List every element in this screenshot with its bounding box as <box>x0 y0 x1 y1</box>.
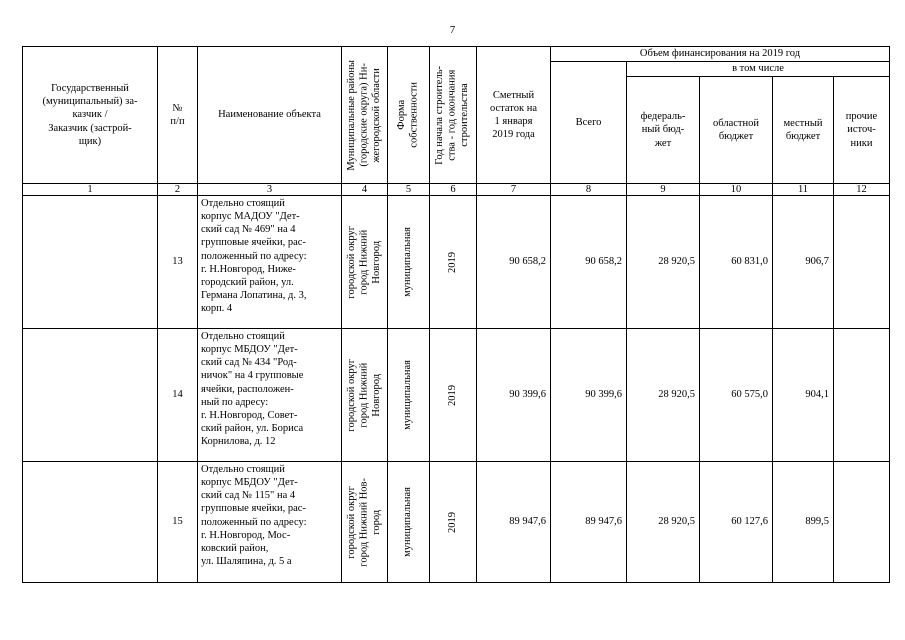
row-federal: 28 920,5 <box>627 329 700 462</box>
row-ownership: муниципальная <box>402 360 414 430</box>
table-row <box>23 462 890 583</box>
row-district-cell <box>342 196 388 329</box>
header-estimate-balance: Сметный остаток на 1 января 2019 года <box>477 47 551 184</box>
column-number: 5 <box>388 184 430 196</box>
row-local: 906,7 <box>773 196 834 329</box>
column-number-row <box>23 184 890 196</box>
funding-table <box>22 46 890 583</box>
row-ownership: муниципальная <box>402 227 414 297</box>
row-years-cell <box>430 196 477 329</box>
row-other <box>834 462 890 583</box>
header-ownership-cell <box>388 47 430 184</box>
column-number: 3 <box>198 184 342 196</box>
header-districts: Муниципальные районы (городские округа) Ни- жегородской области <box>345 59 382 171</box>
row-ownership-cell <box>388 329 430 462</box>
column-number: 1 <box>23 184 158 196</box>
header-federal: федераль- ный бюд- жет <box>627 77 700 184</box>
header-other: прочие источ- ники <box>834 77 890 184</box>
column-number: 10 <box>700 184 773 196</box>
column-number: 4 <box>342 184 388 196</box>
table-row <box>23 329 890 462</box>
row-federal: 28 920,5 <box>627 196 700 329</box>
column-number: 11 <box>773 184 834 196</box>
row-other <box>834 329 890 462</box>
row-ownership-cell <box>388 196 430 329</box>
row-number: 14 <box>158 329 198 462</box>
header-years-cell <box>430 47 477 184</box>
column-number: 12 <box>834 184 890 196</box>
page-number: 7 <box>449 24 456 36</box>
header-number: № п/п <box>158 47 198 184</box>
row-years-cell <box>430 462 477 583</box>
header-regional: областной бюджет <box>700 77 773 184</box>
row-regional: 60 831,0 <box>700 196 773 329</box>
row-regional: 60 127,6 <box>700 462 773 583</box>
row-district: городской округ город Нижний Новгород <box>345 358 382 432</box>
row-total: 89 947,6 <box>551 462 627 583</box>
row-federal: 28 920,5 <box>627 462 700 583</box>
row-total: 90 399,6 <box>551 329 627 462</box>
row-years-cell <box>430 329 477 462</box>
row-estimate: 89 947,6 <box>477 462 551 583</box>
row-district-cell <box>342 329 388 462</box>
row-object-name: Отдельно стоящий корпус МАДОУ "Дет- ский сад № 469" на 4 групповые ячейки, рас- положенный по адресу: г. Н.Новгород, Ниже- городский район, ул. Германа Лопатина, д. 3, корп. 4 <box>198 196 342 329</box>
header-ownership: Форма собственности <box>395 82 420 148</box>
header-funding-group: Объем финансирования на 2019 год <box>551 47 890 62</box>
row-other <box>834 196 890 329</box>
row-regional: 60 575,0 <box>700 329 773 462</box>
row-object-name: Отдельно стоящий корпус МБДОУ "Дет- ский сад № 115" на 4 групповые ячейки, рас- положенный по адресу: г. Н.Новгород, Мос- ковский район, ул. Шаляпина, д. 5 а <box>198 462 342 583</box>
row-district: городской округ город Нижний Нов- город <box>345 477 382 567</box>
column-number: 7 <box>477 184 551 196</box>
header-row-1 <box>23 47 890 62</box>
row-customer <box>23 329 158 462</box>
header-years: Год начала строитель- ства - год окончания строительства <box>434 65 471 165</box>
row-district: городской округ город Нижний Новгород <box>345 225 382 299</box>
table-row <box>23 196 890 329</box>
row-district-cell <box>342 462 388 583</box>
row-object-name: Отдельно стоящий корпус МБДОУ "Дет- ский сад № 434 "Род- ничок" на 4 групповые ячейки, расположен- ный по адресу: г. Н.Новгород, Совет- ский район, ул. Бориса Корнилова, д. 12 <box>198 329 342 462</box>
column-number: 9 <box>627 184 700 196</box>
header-local: местный бюджет <box>773 77 834 184</box>
row-years: 2019 <box>446 384 458 406</box>
row-years: 2019 <box>446 511 458 533</box>
row-number: 15 <box>158 462 198 583</box>
row-number: 13 <box>158 196 198 329</box>
header-object-name: Наименование объекта <box>198 47 342 184</box>
row-estimate: 90 658,2 <box>477 196 551 329</box>
row-estimate: 90 399,6 <box>477 329 551 462</box>
column-number: 2 <box>158 184 198 196</box>
header-including: в том числе <box>627 62 890 77</box>
row-local: 899,5 <box>773 462 834 583</box>
row-years: 2019 <box>446 251 458 273</box>
row-local: 904,1 <box>773 329 834 462</box>
header-customer: Государственный (муниципальный) за- казчик / Заказчик (застрой- щик) <box>23 47 158 184</box>
column-number: 8 <box>551 184 627 196</box>
row-total: 90 658,2 <box>551 196 627 329</box>
column-number: 6 <box>430 184 477 196</box>
row-customer <box>23 196 158 329</box>
header-districts-cell <box>342 47 388 184</box>
row-ownership-cell <box>388 462 430 583</box>
row-customer <box>23 462 158 583</box>
row-ownership: муниципальная <box>402 487 414 557</box>
header-total: Всего <box>551 62 627 184</box>
